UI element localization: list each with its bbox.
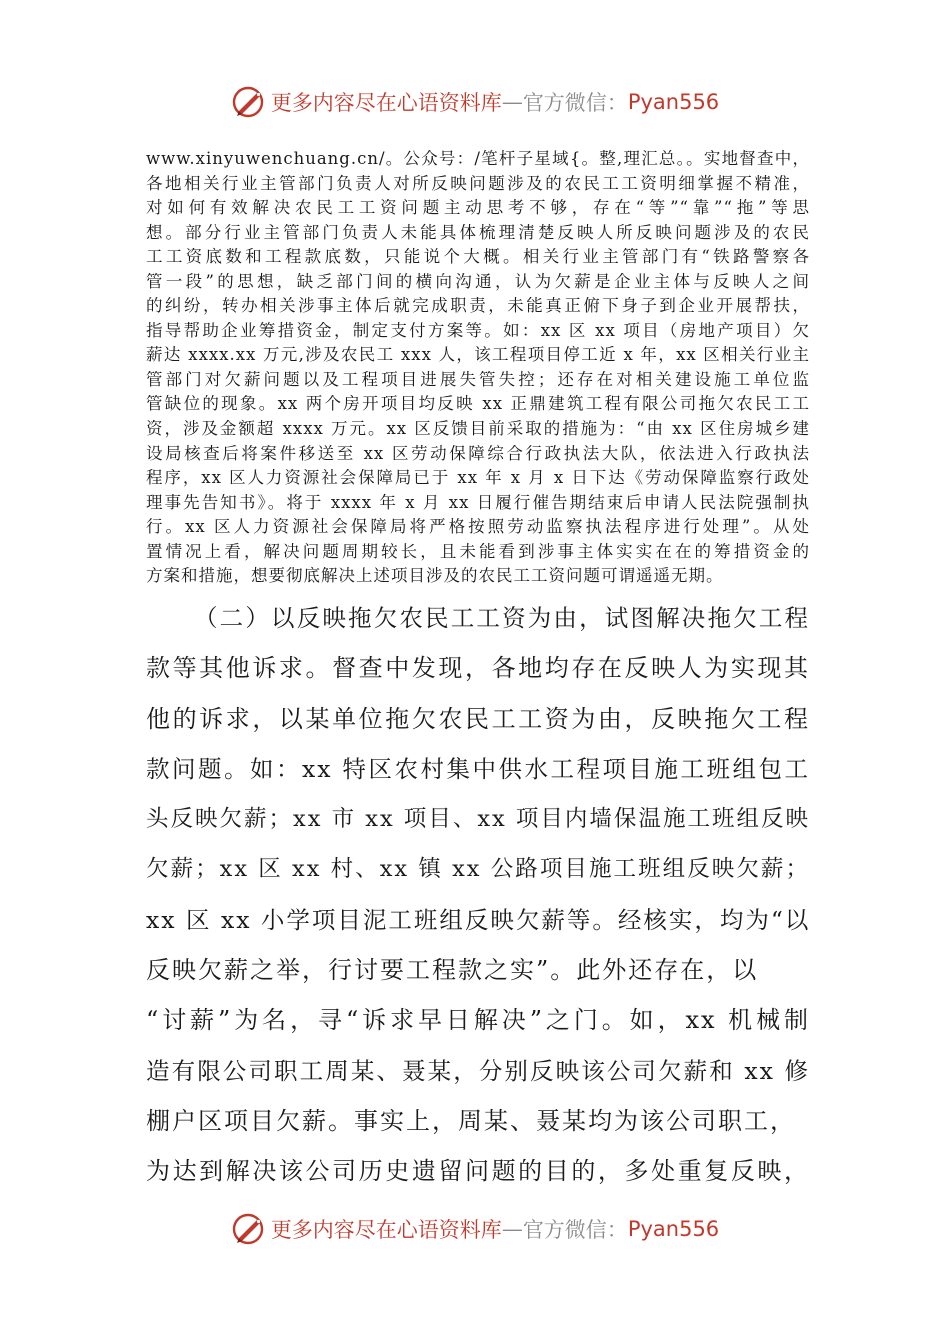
text-line: 为达到解决该公司历史遗留问题的目的，多处重复反映， (146, 1157, 810, 1186)
text-line: www.xinyuwenchuang.cn/。公众号：/笔杆子星域{。整,理汇总。。实地督查中， (146, 149, 810, 168)
text-line: 指导帮助企业筹措资金，制定支付方案等。如：xx 区 xx 项目（房地产项目）欠 (146, 320, 810, 340)
banner-dash: — (501, 90, 523, 114)
banner-dash: — (501, 1217, 523, 1241)
text-line: 薪达 xxxx.xx 万元,涉及农民工 xxx 人，该工程项目停工近 x 年，xx 区相关行业主 (146, 345, 810, 365)
text-line: 想。部分行业主管部门负责人未能具体梳理清楚反映人所反映问题涉及的农民 (146, 222, 810, 242)
text-line: 行。xx 区人力资源社会保障局将严格按照劳动监察执法程序进行处理”。从处 (146, 517, 810, 537)
text-line: 置情况上看，解决问题周期较长，且未能看到涉事主体实实在在的筹措资金的 (146, 541, 810, 561)
text-line: 管一段”的思想，缺乏部门间的横向沟通，认为欠薪是企业主体与反映人之间 (146, 271, 810, 291)
text-line: 对如何有效解决农民工工资问题主动思考不够，存在“等”“靠”“拖”等思 (146, 198, 810, 218)
banner-wechat-label: 官方微信： (522, 91, 628, 115)
text-line: 管缺位的现象。xx 两个房开项目均反映 xx 正鼎建筑工程有限公司拖欠农民工工 (146, 394, 810, 414)
banner-site-name: 更多内容尽在心语资料库 (270, 1218, 502, 1242)
banner-wechat-id: Pyan556 (627, 1217, 720, 1241)
small-text-paragraph (146, 147, 810, 589)
text-line: 造有限公司职工周某、聂某，分别反映该公司欠薪和 xx 修 (146, 1056, 810, 1085)
section-heading-line: （二）以反映拖欠农民工工资为由，试图解决拖欠工程 (194, 604, 810, 632)
pen-logo-icon (231, 84, 267, 120)
pen-logo-icon (231, 1211, 267, 1247)
text-line: 欠薪；xx 区 xx 村、xx 镇 xx 公路项目施工班组反映欠薪； (146, 856, 810, 883)
text-line: 头反映欠薪；xx 市 xx 项目、xx 项目内墙保温施工班组反映 (146, 806, 810, 833)
banner-wechat-label: 官方微信： (522, 1218, 628, 1242)
text-line: 各地相关行业主管部门负责人对所反映问题涉及的农民工工资明细掌握不精准， (146, 173, 810, 193)
text-line: xx 区 xx 小学项目泥工班组反映欠薪等。经核实，均为“以 (146, 905, 811, 934)
text-line: 资，涉及金额超 xxxx 万元。xx 区反馈目前采取的措施为：“由 xx 区住房城乡建 (146, 419, 810, 439)
text-line: 款等其他诉求。督查中发现，各地均存在反映人为实现其 (146, 654, 810, 683)
header-banner (0, 80, 950, 124)
text-line: 方案和措施，想要彻底解决上述项目涉及的农民工工资问题可谓遥遥无期。 (146, 566, 724, 586)
text-line: 他的诉求，以某单位拖欠农民工工资为由，反映拖欠工程 (146, 704, 810, 733)
footer-banner (0, 1207, 950, 1251)
text-line: 程序，xx 区人力资源社会保障局已于 xx 年 x 月 x 日下达《劳动保障监察行政处 (146, 468, 810, 488)
text-line: 反映欠薪之举，行讨要工程款之实”。此外还存在，以 (146, 956, 759, 985)
text-line: “讨薪”为名，寻“诉求早日解决”之门。如，xx 机械制 (146, 1006, 810, 1035)
text-line: 的纠纷，转办相关涉事主体后就完成职责，未能真正俯下身子到企业开展帮扶， (146, 296, 810, 316)
text-line: 设局核查后将案件移送至 xx 区劳动保障综合行政执法大队，依法进入行政执法 (146, 443, 810, 463)
section-two-paragraph (146, 593, 810, 1197)
text-line: 理事先告知书》。将于 xxxx 年 x 月 xx 日履行催告期结束后申请人民法院强制执 (146, 492, 810, 512)
text-line: 款问题。如：xx 特区农村集中供水工程项目施工班组包工 (146, 754, 810, 783)
text-line: 工工资底数和工程款底数，只能说个大概。相关行业主管部门有“铁路警察各 (146, 247, 810, 267)
text-line: 管部门对欠薪问题以及工程项目进展失管失控；还存在对相关建设施工单位监 (146, 369, 810, 389)
banner-site-name: 更多内容尽在心语资料库 (270, 91, 502, 115)
banner-wechat-id: Pyan556 (627, 90, 720, 114)
text-line: 棚户区项目欠薪。事实上，周某、聂某均为该公司职工， (146, 1106, 796, 1135)
